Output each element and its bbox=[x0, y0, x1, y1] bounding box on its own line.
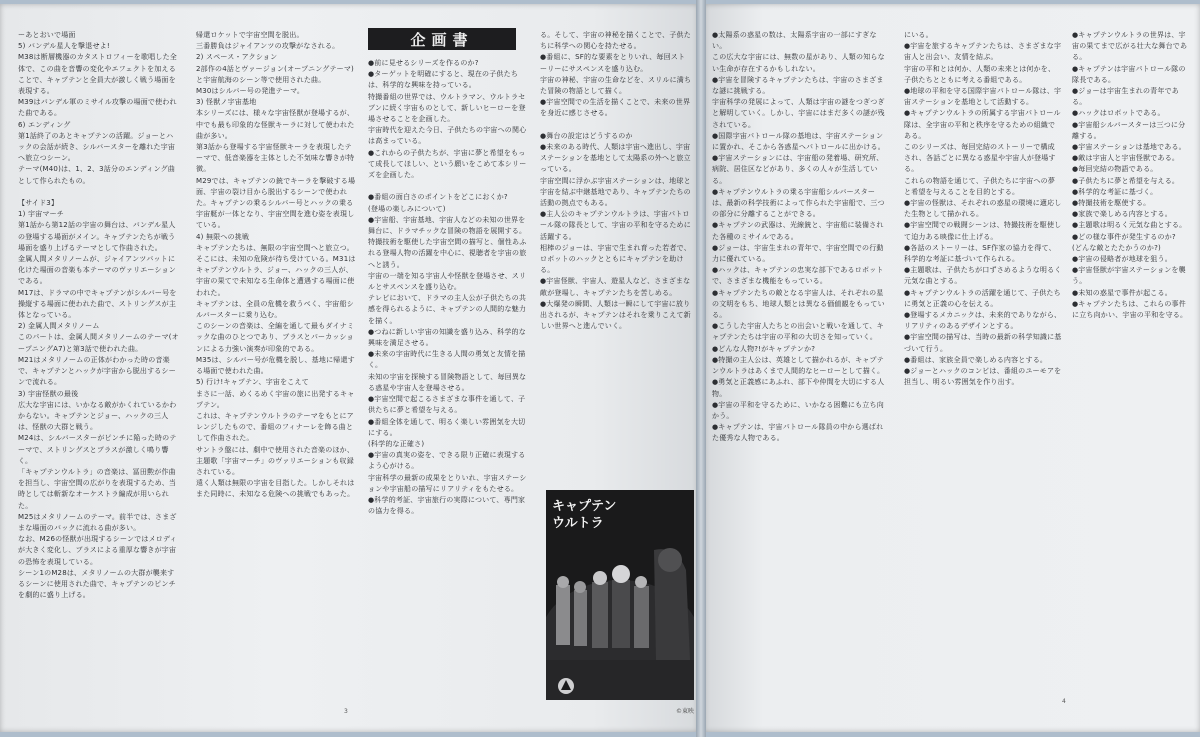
text-column-2: 帰還ロケットで宇宙空間を脱出。 三番勝負はジャイアンツの攻撃がなされる。 2) スペース・アクション 2部作の4話とヴァージョン(オープニングテーマ)と宇宙航海のシーン等で使用された曲。 M30はシルバー号の発進テーマ。 3) 怪獣ノ宇宙基地 本シリーズには、様々な宇宙怪獣が登場するが、中でも最も印象的な怪獣キーラに対して使われた曲が多い。 第3話から登場する宇宙怪獣キーラを表現したテーマで、低音楽器を主体とした不気味な響きが特徴。 M29では、キャプテンの銃でキーラを撃破する場面、宇宙の裂け目から脱出するシーンで使われた。キャプテンの乗るシルバー号とハックの乗る宇宙艇が一体となり、宇宙空間を進む姿を表現している。 4) 無限への挑戦 キャプテンたちは、無限の宇宙空間へと旅立つ。そこには、未知の危険が待ち受けている。M31はキャプテンウルトラ、ジョー、ハックの三人が、宇宙の果てで未知なる生命体と遭遇する場面に使われた。 キャプテンは、全員の危機を救うべく、宇宙船シルバースターに乗り込む。 このシーンの音楽は、全編を通して最もダイナミックな曲のひとつであり、ブラスとパーカッションによる力強い演奏が印象的である。 M35は、シルバー号が危機を脱し、基地に帰還する場面で使われた曲。 5) 行け!キャプテン、宇宙をこえて まさに一話、めくるめく宇宙の旅に出発するキャプテン。 これは、キャプテンウルトラのテーマをもとにアレンジしたもので、番組のフィナーレを飾る曲として作曲された。 サントラ盤には、劇中で使用された音楽のほか、主題歌「宇宙マーチ」のヴァリエーションも収録されている。 遠く人類は無限の宇宙を目指した。しかしそれはまた同時に、未知なる危険への挑戦でもあった。 bbox=[196, 31, 356, 499]
text-column-5: ●太陽系の惑星の数は、太陽系宇宙の一部にすぎない。 この広大な宇宙には、無数の星があり、人類の知らない生命が存在するかもしれない。 ●宇宙を冒険するキャプテンたちは、宇宙のさまざまな謎に挑戦する。 宇宙科学の発展によって、人類は宇宙の謎をつぎつぎと解明していく。しかし、宇宙にはまだ多くの謎が残されている。 ●国際宇宙パトロール隊の基地は、宇宙ステーションに置かれ、そこから各惑星へパトロールに出かける。 ●宇宙ステーションには、宇宙船の発着場、研究所、病院、居住区などがあり、多くの人々が生活している。 ●キャプテンウルトラの乗る宇宙船シルバースターは、最新の科学技術によって作られた宇宙船で、三つの部分に分離することができる。 ●キャプテンの武器は、光線銃と、宇宙船に装備された各種のミサイルである。 ●ジョーは、宇宙生まれの青年で、宇宙空間での行動力に優れている。 ●ハックは、キャプテンの忠実な部下であるロボットで、さまざまな機能をもっている。 ●キャプテンたちの敵となる宇宙人は、それぞれの星の文明をもち、地球人類とは異なる価値観をもっている。 ●こうした宇宙人たちとの出会いと戦いを通して、キャプテンたちは宇宙の平和の大切さを知っていく。 ●どんな人物?!がキャプテンか? ●特撮の主人公は、英雄として描かれるが、キャプテンウルトラはあくまで人間的なヒーローとして描く。 ●勇気と正義感にあふれ、部下や仲間を大切にする人物。 ●宇宙の平和を守るために、いかなる困難にも立ち向かう。 ●キャプテンは、宇宙パトロール隊員の中から選ばれた優秀な人物である。 bbox=[712, 31, 885, 443]
page-number-right: 4 bbox=[1062, 698, 1066, 705]
poster-credit: ©東映 bbox=[676, 708, 695, 715]
text-column-1: ーあとおいで場面 5) バンデル星人を撃退せよ! M38は断層機器のカタストロフィーを歌唱した全体で、この曲を音響の変化やエフェクトを加えることで、キャプテンと全員大が激しく戦う場面を表現する。 M39はバンデル軍のミサイル攻撃の場面で使われた曲である。 6) エンディング 第1話終了のあとキャプテンの活躍。ジョーとハックの会話が続き、シルバースターを離れた宇宙へ旅立つシーン。 テーマ(M40)は、1、2、3話分のエンディング曲として作られたもの。 【サイド3】 1) 宇宙マーチ 第1話から第12話の宇宙の舞台は、バンデル星人の登場する場面がメイン。キャプテンたちが戦う場面を盛り上げるテーマとして作曲された。 金属人間メタリノームが、ジャイアンツバットに化けた場面の音楽も本テーマのヴァリエーションである。 M17は、ドラマの中でキャプテンがシルバー号を操縦する場面に使われた曲で、ストリングスが主体となっている。 2) 金属人間メタリノーム このパートは、金属人間メタリノームのテーマ(オープニングA7)と第3話で使われた曲。 M21はメタリノームの正体がわかった時の音楽で、キャプテンとハックが宇宙から脱出するシーンで流れる。 3) 宇宙怪獣の最後 広大な宇宙には、いかなる敵がかくれているかわからない。キャプテンとジョー、ハックの三人は、怪獣の大群と戦う。 M24は、シルバースターがピンチに陥った時のテーマで、ストリングスとブラスが激しく鳴り響く。 「キャプテンウルトラ」の音楽は、冨田勲が作曲を担当し、宇宙空間の広がりを表現するため、当時としては斬新なオーケストラ編成が用いられた。 M25はメタリノームのテーマ。前半では、さまざまな場面のバックに流れる曲が多い。 なお、M26の怪獣が出現するシーンではメロディが大きく変化し、ブラスによる重厚な響きが宇宙の恐怖を表現している。 シーン1のM28は、メタリノームの大群が襲来するシーンに使用された曲で、キャプテンのピンチを劇的に盛り上げる。 bbox=[18, 31, 179, 600]
poster-image bbox=[546, 490, 694, 700]
book-gutter bbox=[696, 0, 706, 737]
section-banner: 企画書 bbox=[368, 28, 516, 50]
text-column-4: る。そして、宇宙の神秘を描くことで、子供たちに科学への関心を持たせる。 ●番組に、SF的な要素をとりいれ、毎回ストーリーにサスペンスを盛り込む。 宇宙の神秘、宇宙の生命などを、スリルに満ちた冒険の物語として描く。 ●宇宙空間での生活を描くことで、未来の世界を身近に感じさせる。 ●舞台の設定はどうするのか ●未来のある時代、人類は宇宙へ進出し、宇宙ステーションを基地として太陽系の外へと旅立っている。 宇宙空間に浮かぶ宇宙ステーションは、地球と宇宙を結ぶ中継基地であり、キャプテンたちの活動の拠点でもある。 ●主人公のキャプテンウルトラは、宇宙パトロール隊の隊長として、宇宙の平和を守るために活躍する。 相棒のジョーは、宇宙で生まれ育った若者で、ロボットのハックとともにキャプテンを助ける。 ●宇宙怪獣、宇宙人、遊星人など、さまざまな敵が登場し、キャプテンたちを苦しめる。 ●大爆発の瞬間、人類は一瞬にして宇宙に放り出されるが、キャプテンはそれを乗りこえて新しい世界へと進んでいく。 bbox=[540, 31, 692, 331]
text-column-3: ●前に見せるシリーズを作るのか? ●ターゲットを明確にすると、現在の子供たちは、科学的な興味を持っている。 特撮番組の世界では、ウルトラマン、ウルトラセブンに続く宇宙ものとして、新しいヒーローを登場させることを企画した。 宇宙時代を迎えた今日、子供たちの宇宙への関心は高まっている。 ●これからの子供たちが、宇宙に夢と希望をもって成長してほしい、という願いをこめて本シリーズを企画した。 ●番組の面白さのポイントをどこにおくか? (登場の楽しみについて) ●宇宙船、宇宙基地、宇宙人などの未知の世界を舞台に、ドラマチックな冒険の物語を展開する。 特撮技術を駆使した宇宙空間の描写と、個性あふれる登場人物の活躍を中心に、視聴者を宇宙の旅へと誘う。 宇宙の一端を知る宇宙人や怪獣を登場させ、スリルとサスペンスを盛り込む。 テレビにおいて、ドラマの主人公が子供たちの共感を得られるように、キャプテンの人間的な魅力を描く。 ●つねに新しい宇宙の知識を盛り込み、科学的な興味を満足させる。 ●未来の宇宙時代に生きる人間の勇気と友情を描く。 未知の宇宙を探検する冒険物語として、毎回異なる惑星や宇宙人を登場させる。 ●宇宙空間で起こるさまざまな事件を通して、子供たちに夢と希望を与える。 ●番組全体を通して、明るく楽しい雰囲気を大切にする。 (科学的な正確さ) ●宇宙の真実の姿を、できる限り正確に表現するよう心がける。 宇宙科学の最新の成果をとりいれ、宇宙ステーションや宇宙船の描写にリアリティをもたせる。 ●科学的考証、宇宙旅行の実際について、専門家の協力を得る。 bbox=[368, 59, 527, 516]
poster-title: キャプテン ウルトラ bbox=[552, 499, 617, 531]
page-number-left: 3 bbox=[344, 708, 348, 715]
text-column-7: ●キャプテンウルトラの世界は、宇宙の果てまで広がる壮大な舞台である。 ●キャプテンは宇宙パトロール隊の隊長である。 ●ジョーは宇宙生まれの青年である。 ●ハックはロボットである。 ●宇宙船シルバースターは三つに分離する。 ●宇宙ステーションは基地である。 ●敵は宇宙人と宇宙怪獣である。 ●毎回完結の物語である。 ●子供たちに夢と希望を与える。 ●科学的な考証に基づく。 ●特撮技術を駆使する。 ●家族で楽しめる内容とする。 ●主題歌は明るく元気な曲とする。 ●どの様な事件が発生するのか? (どんな敵とたたかうのか?) ●宇宙の侵略者が地球を狙う。 ●宇宙怪獣が宇宙ステーションを襲う。 ●未知の惑星で事件が起こる。 ●キャプテンたちは、これらの事件に立ち向かい、宇宙の平和を守る。 bbox=[1072, 31, 1188, 320]
text-column-6: にいる。 ●宇宙を旅するキャプテンたちは、さまざまな宇宙人と出会い、友情を結ぶ。 宇宙の平和とは何か、人類の未来とは何かを、子供たちとともに考える番組である。 ●地球の平和を守る国際宇宙パトロール隊は、宇宙ステーションを基地として活動する。 ●キャプテンウルトラの所属する宇宙パトロール隊は、全宇宙の平和と秩序を守るための組織である。 このシリーズは、毎回完結のストーリーで構成され、各話ごとに異なる惑星や宇宙人が登場する。 これらの物語を通じて、子供たちに宇宙への夢と希望を与えることを目的とする。 ●宇宙の怪獣は、それぞれの惑星の環境に適応した生物として描かれる。 ●宇宙空間での戦闘シーンは、特撮技術を駆使して迫力ある映像に仕上げる。 ●各話のストーリーは、SF作家の協力を得て、科学的な考証に基づいて作られる。 ●主題歌は、子供たちが口ずさめるような明るく元気な曲とする。 ●キャプテンウルトラの活躍を通じて、子供たちに勇気と正義の心を伝える。 ●登場するメカニックは、未来的でありながら、リアリティのあるデザインとする。 ●宇宙空間の描写は、当時の最新の科学知識に基づいて行う。 ●番組は、家族全員で楽しめる内容とする。 ●ジョーとハックのコンビは、番組のユーモアを担当し、明るい雰囲気を作り出す。 bbox=[904, 31, 1062, 387]
